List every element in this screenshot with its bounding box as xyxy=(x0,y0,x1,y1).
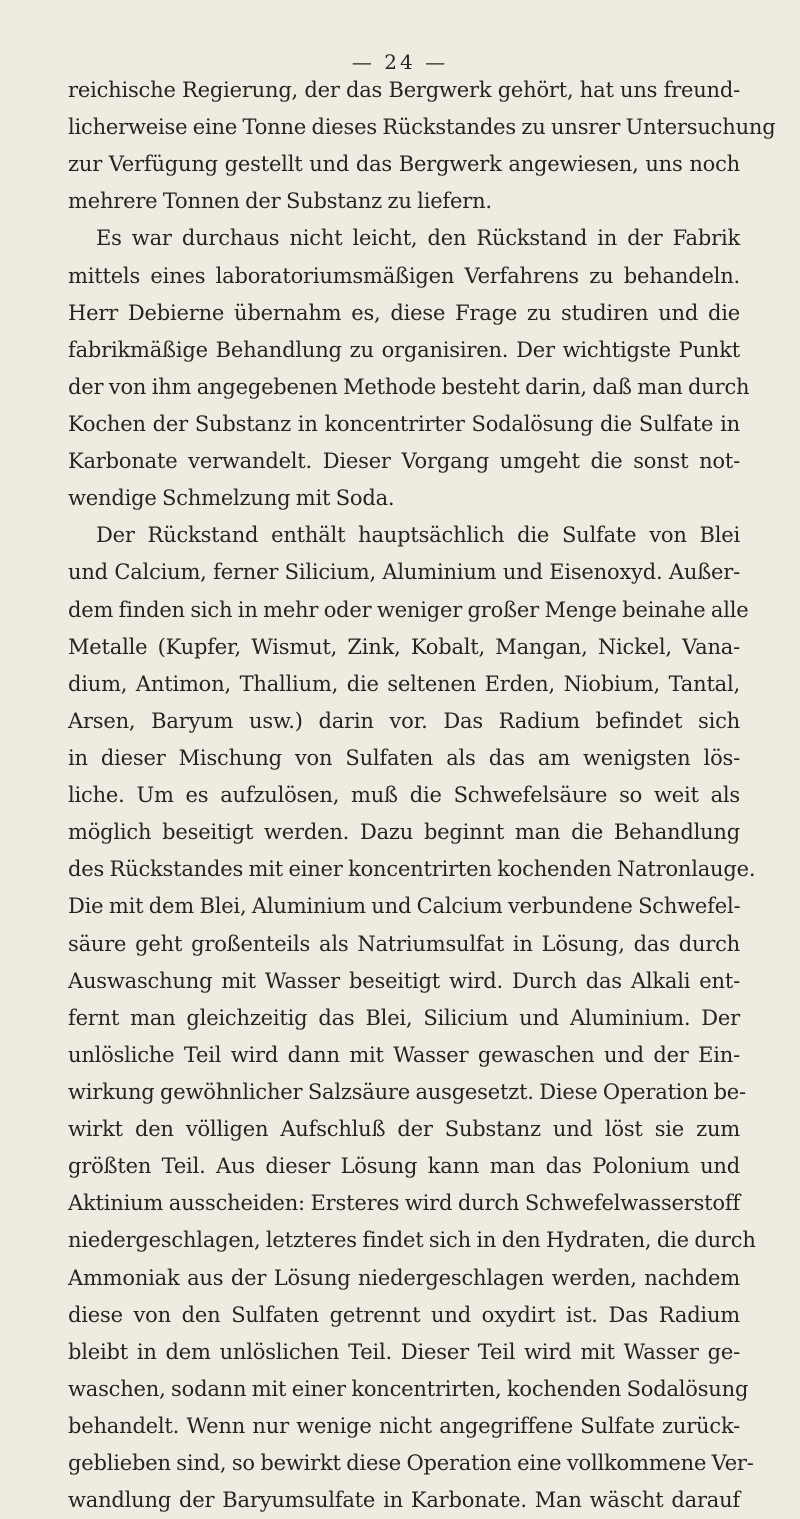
text-line: und Calcium, ferner Silicium, Aluminium und Eisenoxyd. Außer- xyxy=(68,560,740,585)
text-line: wendige Schmelzung mit Soda. xyxy=(68,486,395,511)
text-line: in dieser Mischung von Sulfaten als das am wenigsten lös- xyxy=(68,745,740,770)
text-line: wirkt den völligen Aufschluß der Substanz und löst sie zum xyxy=(68,1117,740,1142)
text-line: möglich beseitigt werden. Dazu beginnt man die Behandlung xyxy=(68,820,740,845)
text-line: reichische Regierung, der das Bergwerk gehört, hat uns freund- xyxy=(68,78,740,102)
text-line: des Rückstandes mit einer koncentrirten kochenden Natronlauge. xyxy=(68,857,756,882)
text-line: bleibt in dem unlöslichen Teil. Dieser Teil wird mit Wasser ge- xyxy=(68,1339,740,1364)
text-line: Kochen der Substanz in koncentrirter Sodalösung die Sulfate in xyxy=(68,411,740,436)
text-line: dium, Antimon, Thallium, die seltenen Erden, Niobium, Tantal, xyxy=(68,671,740,696)
text-line: Aktinium ausscheiden: Ersteres wird durch Schwefelwasserstoff xyxy=(68,1191,740,1216)
text-line: fabrikmäßige Behandlung zu organisiren. Der wichtigste Punkt xyxy=(68,337,740,362)
text-line: behandelt. Wenn nur wenige nicht angegriffene Sulfate zurück- xyxy=(68,1413,740,1438)
text-line: säure geht großenteils als Natriumsulfat in Lösung, das durch xyxy=(68,931,740,956)
text-line: Arsen, Baryum usw.) darin vor. Das Radium befindet sich xyxy=(68,708,740,733)
text-line: der von ihm angegebenen Methode besteht darin, daß man durch xyxy=(68,374,750,399)
text-line: Die mit dem Blei, Aluminium und Calcium verbundene Schwefel- xyxy=(68,894,741,919)
text-line: diese von den Sulfaten getrennt und oxydirt ist. Das Radium xyxy=(68,1302,740,1327)
text-line: unlösliche Teil wird dann mit Wasser gewaschen und der Ein- xyxy=(68,1042,740,1067)
text-line: Ammoniak aus der Lösung niedergeschlagen werden, nachdem xyxy=(68,1265,740,1290)
text-line: dem finden sich in mehr oder weniger großer Menge beinahe alle xyxy=(68,597,749,622)
text-line: waschen, sodann mit einer koncentrirten, kochenden Sodalösung xyxy=(68,1376,749,1401)
text-line: liche. Um es aufzulösen, muß die Schwefelsäure so weit als xyxy=(68,783,740,808)
text-line: Der Rückstand enthält hauptsächlich die Sulfate von Blei xyxy=(96,523,740,548)
text-line: wirkung gewöhnlicher Salzsäure ausgesetzt. Diese Operation be- xyxy=(68,1079,746,1104)
text-line: Herr Debierne übernahm es, diese Frage zu studiren und die xyxy=(68,300,740,325)
text-line: fernt man gleichzeitig das Blei, Silicium und Aluminium. Der xyxy=(68,1005,740,1030)
text-line: wandlung der Baryumsulfate in Karbonate. Man wäscht darauf xyxy=(68,1488,740,1513)
text-line: Metalle (Kupfer, Wismut, Zink, Kobalt, Mangan, Nickel, Vana- xyxy=(68,634,740,659)
text-line: geblieben sind, so bewirkt diese Operation eine vollkommene Ver- xyxy=(68,1451,754,1476)
text-line: mittels eines laboratoriumsmäßigen Verfahrens zu behandeln. xyxy=(68,263,740,288)
text-line: mehrere Tonnen der Substanz zu liefern. xyxy=(68,189,492,214)
text-line: größten Teil. Aus dieser Lösung kann man das Polonium und xyxy=(68,1154,740,1179)
text-line: Es war durchaus nicht leicht, den Rückstand in der Fabrik xyxy=(96,226,740,251)
page-number: — 24 — xyxy=(351,50,449,74)
text-line: Auswaschung mit Wasser beseitigt wird. Durch das Alkali ent- xyxy=(68,968,740,993)
text-line: niedergeschlagen, letzteres findet sich in den Hydraten, die durch xyxy=(68,1228,756,1253)
text-line: licherweise eine Tonne dieses Rückstandes zu unsrer Untersuchung xyxy=(68,115,776,140)
text-line: zur Verfügung gestellt und das Bergwerk angewiesen, uns noch xyxy=(68,152,740,177)
body-text xyxy=(68,72,776,1519)
text-line: Karbonate verwandelt. Dieser Vorgang umgeht die sonst not- xyxy=(68,449,740,474)
